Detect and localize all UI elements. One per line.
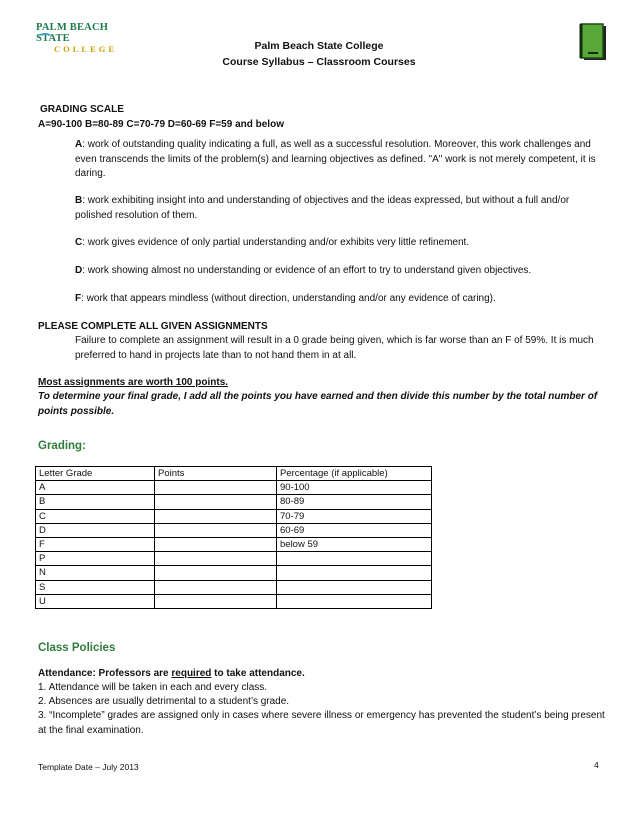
table-cell: [155, 537, 277, 551]
logo-line-1: PALM BEACH STATE: [36, 22, 109, 44]
table-row: [36, 481, 432, 495]
table-cell: [277, 566, 432, 580]
table-cell: [277, 552, 432, 566]
grade-text: : work that appears mindless (without direction, understanding and/or any evidence of caring).: [81, 293, 496, 304]
grade-letter: D: [75, 265, 83, 276]
table-cell: [155, 495, 277, 509]
table-cell: A: [36, 481, 155, 495]
grade-letter: C: [75, 237, 83, 248]
table-row: [36, 509, 432, 523]
table-cell: 90-100: [277, 481, 432, 495]
policy-item: 1. Attendance will be taken in each and every class.: [38, 682, 268, 693]
table-cell: D: [36, 523, 155, 537]
policies-heading: Class Policies: [38, 642, 116, 654]
table-cell: 60-69: [277, 523, 432, 537]
table-cell: B: [36, 495, 155, 509]
table-cell: [155, 580, 277, 594]
grade-text: : work showing almost no understanding or evidence of an effort to try to understand given objectives.: [82, 265, 532, 276]
table-cell: [155, 523, 277, 537]
assignments-heading: PLEASE COMPLETE ALL GIVEN ASSIGNMENTS: [38, 321, 268, 332]
table-cell: [277, 580, 432, 594]
grade-description-f: [75, 292, 605, 307]
table-cell: S: [36, 580, 155, 594]
header-subtitle: Course Syllabus – Classroom Courses: [222, 56, 416, 68]
grade-description-b: [75, 194, 605, 223]
table-cell: [155, 594, 277, 608]
attendance-heading: [38, 667, 608, 682]
grade-text: : work of outstanding quality indicating a full, as well as a successful resolution. Moreover, this work challenges and even transcends the limits of the problem(s) and learning objectives as defined. "A" work is not merely competent, it is daring.: [75, 139, 596, 179]
table-row: [36, 552, 432, 566]
table-cell: P: [36, 552, 155, 566]
table-cell: U: [36, 594, 155, 608]
grading-scale-ranges: A=90-100 B=80-89 C=70-79 D=60-69 F=59 and below: [38, 119, 284, 130]
grade-letter: B: [75, 195, 83, 206]
table-cell: [155, 481, 277, 495]
grade-description-c: [75, 236, 605, 251]
table-row: [36, 495, 432, 509]
table-row: [36, 580, 432, 594]
book-icon: [578, 22, 608, 62]
grading-table: [35, 466, 432, 609]
table-header-row: [36, 467, 432, 481]
grade-letter: F: [75, 293, 82, 304]
grading-scale-heading: GRADING SCALE: [40, 104, 124, 115]
table-row: [36, 537, 432, 551]
column-header: Letter Grade: [36, 467, 155, 481]
grade-letter: A: [75, 139, 83, 150]
grading-heading: Grading:: [38, 440, 86, 452]
table-cell: [155, 509, 277, 523]
page-number: 4: [594, 760, 599, 770]
table-cell: C: [36, 509, 155, 523]
template-date: Template Date – July 2013: [38, 762, 139, 772]
logo-line-2: COLLEGE: [54, 44, 118, 54]
grade-description-d: [75, 264, 605, 279]
table-cell: [277, 594, 432, 608]
column-header: Percentage (if applicable): [277, 467, 432, 481]
table-cell: [155, 566, 277, 580]
points-note: Most assignments are worth 100 points.: [38, 377, 229, 388]
attendance-prefix: Attendance: Professors are: [38, 668, 172, 679]
grade-text: : work exhibiting insight into and understanding of objectives and the ideas expressed, but without a full and/or polished resolution of them.: [75, 195, 570, 221]
table-cell: 70-79: [277, 509, 432, 523]
column-header: Points: [155, 467, 277, 481]
assignments-text: Failure to complete an assignment will result in a 0 grade being given, which is far worse than an F of 59%. It is much preferred to hand in projects late than to not hand them in at all.: [75, 335, 594, 361]
table-row: [36, 523, 432, 537]
points-explanation: To determine your final grade, I add all the points you have earned and then divide this number by the total number of points possible.: [38, 391, 598, 417]
attendance-required: required: [171, 668, 212, 679]
table-cell: [155, 552, 277, 566]
table-row: [36, 594, 432, 608]
table-cell: N: [36, 566, 155, 580]
table-cell: below 59: [277, 537, 432, 551]
grade-text: : work gives evidence of only partial understanding and/or exhibits very little refinement.: [82, 237, 470, 248]
table-cell: F: [36, 537, 155, 551]
grade-description-a: [75, 138, 605, 182]
header-title: Palm Beach State College: [254, 40, 384, 52]
attendance-suffix: to take attendance.: [211, 668, 305, 679]
policy-item: 2. Absences are usually detrimental to a student’s grade.: [38, 696, 290, 707]
policy-item: 3. “Incomplete” grades are assigned only in cases where severe illness or emergency has prevented the student’s being present at the final examination.: [38, 710, 605, 736]
table-row: [36, 566, 432, 580]
table-cell: 80-89: [277, 495, 432, 509]
